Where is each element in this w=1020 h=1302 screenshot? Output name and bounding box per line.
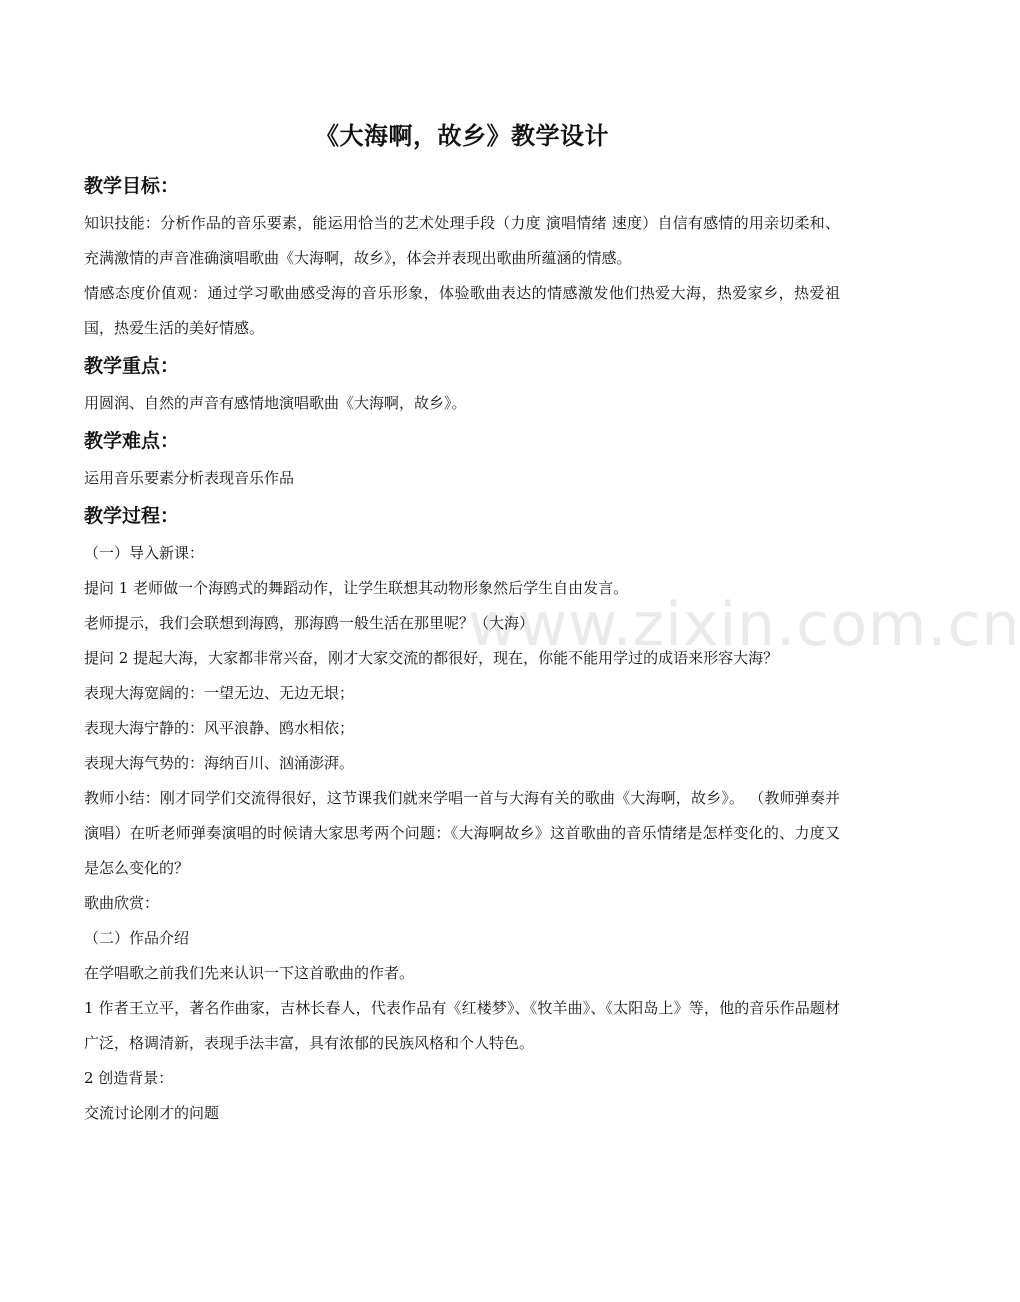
section-heading: 教学过程：: [84, 505, 180, 527]
section-teaching-process: [84, 500, 840, 1131]
paragraph: 表现大海宽阔的：一望无边、无边无垠；: [84, 684, 355, 702]
paragraph: 用圆润、自然的声音有感情地演唱歌曲《大海啊，故乡》。: [84, 394, 467, 412]
paragraph: 提问 1 老师做一个海鸥式的舞蹈动作，让学生联想其动物形象然后学生自由发言。: [84, 579, 629, 597]
section-teaching-goals: [84, 170, 840, 346]
document-title: 《大海啊，故乡》教学设计: [315, 122, 609, 150]
paragraph: 歌曲欣赏：: [84, 894, 160, 912]
paragraph: 老师提示，我们会联想到海鸥，那海鸥一般生活在那里呢？（大海）: [84, 614, 535, 632]
paragraph: 交流讨论刚才的问题: [84, 1104, 220, 1122]
watermark-text: www.zixin.com.cn: [468, 590, 1020, 660]
section-heading: 教学难点：: [84, 430, 180, 452]
paragraph: 教师小结：刚才同学们交流得很好，这节课我们就来学唱一首与大海有关的歌曲《大海啊，故乡》。 （教师弹奏并演唱）在听老师弹奏演唱的时候请大家思考两个问题：《大海啊故乡》这首歌曲的音乐情绪是怎样变化的、力度又是怎么变化的？: [84, 789, 840, 877]
document-page: [84, 116, 840, 1135]
section-difficulties: [84, 425, 840, 496]
paragraph: 2 创造背景：: [84, 1069, 174, 1087]
paragraph: 表现大海气势的：海纳百川、汹涌澎湃。: [84, 754, 355, 772]
paragraph: （一）导入新课：: [84, 544, 205, 562]
section-heading: 教学目标：: [84, 175, 180, 197]
paragraph: 知识技能：分析作品的音乐要素，能运用恰当的艺术处理手段（力度 演唱情绪 速度）自信有感情的用亲切柔和、充满激情的声音准确演唱歌曲《大海啊，故乡》，体会并表现出歌曲所蕴涵的情感。: [84, 214, 840, 267]
paragraph: 1 作者王立平，著名作曲家，吉林长春人，代表作品有《红楼梦》、《牧羊曲》、《太阳岛上》等，他的音乐作品题材广泛，格调清新，表现手法丰富，具有浓郁的民族风格和个人特色。: [84, 999, 840, 1052]
paragraph: 在学唱歌之前我们先来认识一下这首歌曲的作者。: [84, 964, 415, 982]
paragraph: 提问 2 提起大海，大家都非常兴奋，刚才大家交流的都很好，现在，你能不能用学过的成语来形容大海？: [84, 649, 779, 667]
paragraph: 表现大海宁静的：风平浪静、鸥水相依；: [84, 719, 355, 737]
section-key-points: [84, 350, 840, 421]
section-heading: 教学重点：: [84, 355, 180, 377]
paragraph: （二）作品介绍: [84, 929, 190, 947]
paragraph: 运用音乐要素分析表现音乐作品: [84, 469, 295, 487]
paragraph: 情感态度价值观：通过学习歌曲感受海的音乐形象，体验歌曲表达的情感激发他们热爱大海，热爱家乡，热爱祖国，热爱生活的美好情感。: [84, 284, 840, 337]
